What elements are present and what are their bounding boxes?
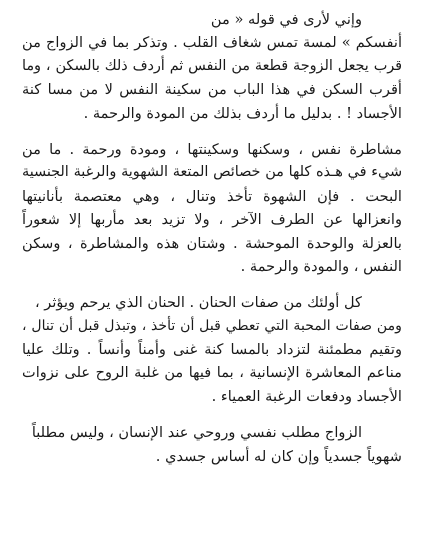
paragraph-3 (22, 291, 402, 408)
text-line: ومن صفات المحبة التي تعطي قبل أن تأخذ ، وتبذل قبل أن تنال ، (22, 317, 402, 334)
text-line: أنفسكم » لمسة تمس شغاف القلب . وتذكر بما في الزواج من (22, 34, 402, 52)
text-line: الزواج مطلب نفسي وروحي عند الإنسان ، وليس مطلباً (31, 424, 362, 442)
text-line: النفس ، والمودة والرحمة . (240, 257, 402, 275)
paragraph-spacer (22, 278, 402, 291)
text-line: أقرب السكن في هذا الباب من سكينة النفس لا من مسا كنة (22, 81, 402, 99)
text-line: مناعم المعاشرة الإنسانية ، بما فيها من غلبة الروح على نزوات (22, 364, 402, 382)
text-line: شهوياً جسدياً وإن كان له أساس جسدي . (155, 447, 402, 465)
text-line: وانعزالها عن الطرف الآخر ، ولا تزيد بعد مأربها إلا شعوراً (22, 211, 402, 229)
paragraph-2 (22, 138, 402, 278)
text-line: بالعزلة والوحدة الموحشة . وشتان هذه والمشاطرة ، وسكن (22, 234, 402, 252)
paragraph-spacer (22, 125, 402, 138)
text-line: كل أولئك من صفات الحنان . الحنان الذي يرحم ويؤثر ، (34, 294, 362, 312)
text-line: وتقيم مطمئنة لتزداد بالمسا كنة غنى وأمناً وأنساً . وتلك عليا (22, 341, 402, 359)
text-line: الأجساد ! . بدليل ما أردف بذلك من المودة والرحمة . (83, 104, 402, 122)
text-line: البحت . فإن الشهوة تأخذ وتنال ، وهي معتصمة بأنانيتها (22, 187, 402, 205)
text-line: وإني لأرى في قوله « من (210, 11, 362, 28)
text-line: قرب يجعل الزوجة قطعة من النفس ثم أردف ذلك بالسكن ، وما (22, 57, 402, 74)
paragraph-1 (22, 8, 402, 125)
text-line: الأجساد ودفعات الرغبة العمياء . (211, 387, 402, 405)
text-line: شيء في هـذه كلها من خصائص المتعة الشهوية والرغبة الجنسية (22, 164, 402, 181)
paragraph-spacer (22, 408, 402, 421)
paragraph-4 (22, 421, 402, 468)
text-line: مشاطرة نفس ، وسكنها وسكينتها ، ومودة ورحمة . ما من (22, 140, 402, 158)
